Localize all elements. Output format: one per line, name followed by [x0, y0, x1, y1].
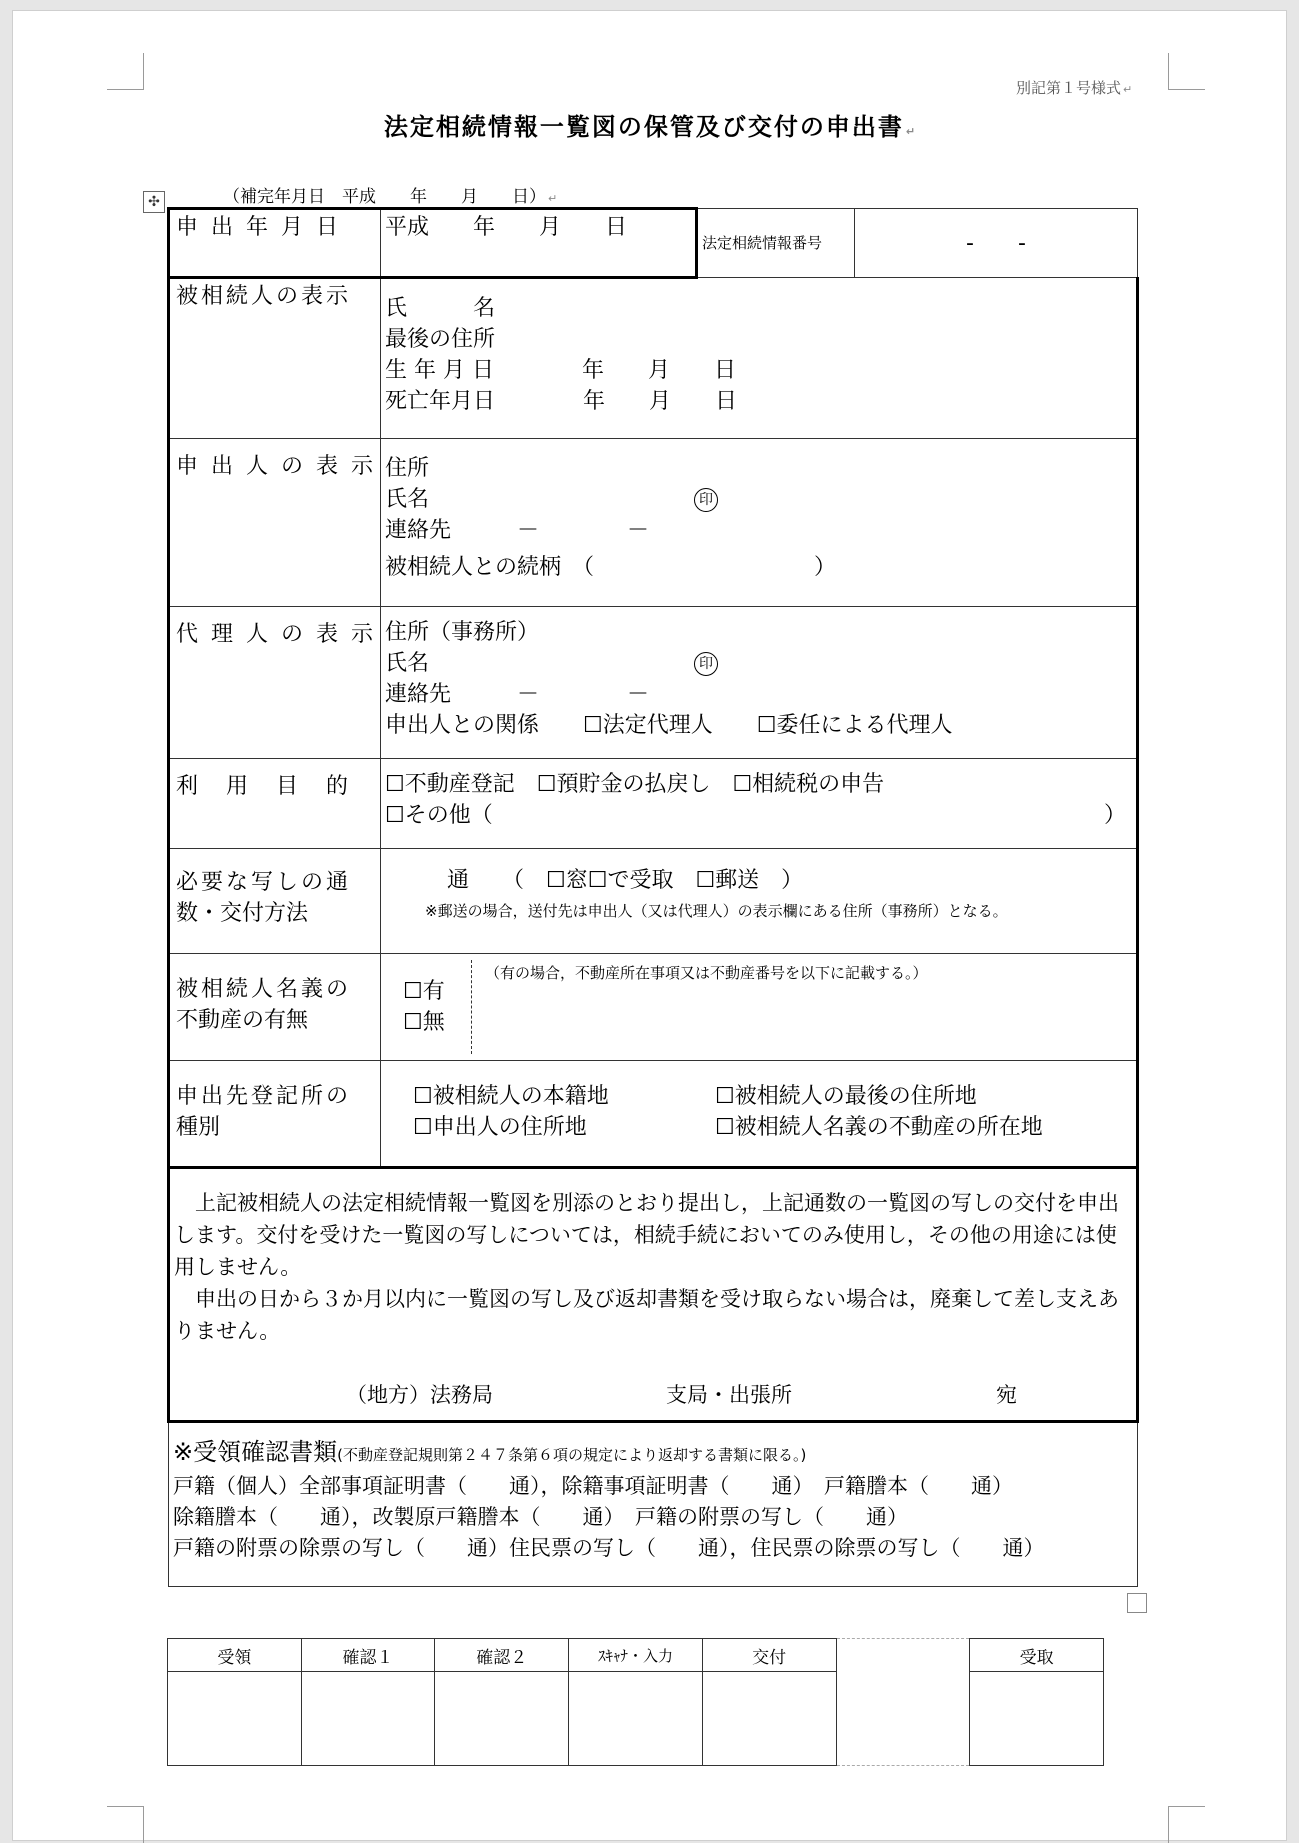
statement-block [169, 1168, 1138, 1422]
field-inheritance-info-number[interactable]: - - [855, 209, 1138, 278]
applicant-name-line: 氏名 印 [385, 484, 1132, 515]
field-decedent[interactable] [381, 278, 1138, 439]
copies-delivery-line[interactable]: 通 （ ☐窓☐で受取 ☐郵送 ） [425, 868, 804, 893]
receipt-header-check-1: 確認１ [301, 1639, 435, 1672]
field-application-date[interactable]: 平成 年 月 日 [381, 209, 697, 278]
documents-line-2: 除籍謄本（ 通），改製原戸籍謄本（ 通） 戸籍の附票の写し（ 通） [173, 1505, 908, 1529]
statement-blank-line [174, 1347, 1130, 1379]
real-estate-divider [471, 960, 472, 1054]
label-agent: 代 理 人 の 表 示 [169, 607, 381, 759]
office-option-domicile[interactable]: ☐被相続人の本籍地 [413, 1084, 609, 1109]
page-title: 法定相続情報一覧図の保管及び交付の申出書 ↵ [383, 113, 918, 141]
label-inheritance-info-number: 法定相続情報番号 [697, 209, 855, 278]
label-application-date: 申 出 年 月 日 [169, 209, 381, 278]
row-office-type [169, 1061, 1138, 1168]
field-purpose[interactable] [381, 759, 1138, 849]
applicant-contact-line: 連絡先 － － [385, 518, 650, 543]
row-real-estate [169, 954, 1138, 1061]
field-applicant[interactable] [381, 439, 1138, 607]
office-option-applicant-address[interactable]: ☐申出人の住所地 [413, 1115, 587, 1140]
office-option-property-location[interactable]: ☐被相続人名義の不動産の所在地 [715, 1115, 1043, 1140]
seal-icon: 印 [694, 488, 718, 512]
receipt-table [167, 1638, 1104, 1766]
receipt-spacer-column [836, 1639, 970, 1766]
decedent-name-line: 氏 名 [385, 296, 496, 321]
receipt-header-check-2: 確認２ [435, 1639, 569, 1672]
decedent-death-date-line: 死亡年月日 年 月 日 [385, 389, 738, 414]
form-number-label: 別記第１号様式 ↵ [1016, 79, 1133, 97]
office-option-last-address[interactable]: ☐被相続人の最後の住所地 [715, 1084, 977, 1109]
row-agent [169, 607, 1138, 759]
row-documents [169, 1422, 1138, 1587]
field-copies[interactable] [381, 849, 1138, 954]
label-copies: 必要な写しの通 数・交付方法 [169, 849, 381, 954]
receipt-cell-received[interactable] [168, 1672, 302, 1766]
label-purpose: 利 用 目 的 [169, 759, 381, 849]
real-estate-yes-no[interactable]: ☐有 ☐無 [403, 979, 445, 1035]
receipt-header-row [168, 1639, 1104, 1672]
documents-heading: ※受領確認書類(不動産登記規則第２４７条第６項の規定により返却する書類に限る。) [173, 1438, 807, 1466]
purpose-options-line[interactable]: ☐不動産登記 ☐預貯金の払戻し ☐相続税の申告 [385, 772, 885, 797]
label-real-estate: 被相続人名義の 不動産の有無 [169, 954, 381, 1061]
crop-mark-top-left [107, 53, 144, 90]
agent-contact-line: 連絡先 － － [385, 682, 650, 707]
row-applicant [169, 439, 1138, 607]
label-applicant: 申 出 人 の 表 示 [169, 439, 381, 607]
documents-line-1: 戸籍（個人）全部事項証明書（ 通），除籍事項証明書（ 通） 戸籍謄本（ 通） [173, 1474, 1013, 1498]
applicant-address-line: 住所 [385, 456, 430, 481]
documents-line-3: 戸籍の附票の除票の写し（ 通）住民票の写し（ 通），住民票の除票の写し（ 通） [173, 1536, 1045, 1560]
field-real-estate[interactable] [381, 954, 1138, 1061]
table-move-handle-icon[interactable]: ✣ [143, 191, 165, 213]
agent-address-line: 住所（事務所） [385, 620, 540, 645]
crop-mark-bottom-right [1168, 1806, 1205, 1843]
seal-icon: 印 [694, 652, 718, 676]
label-decedent: 被相続人の表示 [169, 278, 381, 439]
receipt-cell-check-2[interactable] [435, 1672, 569, 1766]
field-agent[interactable] [381, 607, 1138, 759]
statement-paragraph-2: 申出の日から３か月以内に一覧図の写し及び返却書類を受け取らない場合は，廃棄して差し支えありません。 [174, 1287, 1119, 1343]
label-office-type: 申出先登記所の 種別 [169, 1061, 381, 1168]
row-copies [169, 849, 1138, 954]
applicant-relation-line: 被相続人との続柄 （ ） [385, 555, 837, 580]
purpose-other-line[interactable]: ☐その他（ ） [385, 803, 1126, 828]
application-form-table [167, 207, 1139, 1587]
row-decedent [169, 278, 1138, 439]
field-office-type[interactable] [381, 1061, 1138, 1168]
receipt-cell-check-1[interactable] [301, 1672, 435, 1766]
row-purpose [169, 759, 1138, 849]
agent-relation-line[interactable]: 申出人との関係 ☐法定代理人 ☐委任による代理人 [385, 713, 953, 738]
agent-name-line: 氏名 印 [385, 648, 1132, 679]
statement-paragraph-1: 上記被相続人の法定相続情報一覧図を別添のとおり提出し，上記通数の一覧図の写しの交付を申出します。交付を受けた一覧図の写しについては，相続手続においてのみ使用し，その他の用途には使用しません。 [174, 1191, 1119, 1279]
receipt-header-scan-input: ｽｷｬﾅ・入力 [569, 1639, 703, 1672]
real-estate-note: （有の場合，不動産所在事項又は不動産番号を以下に記載する。） [485, 964, 928, 982]
row-application-date [169, 209, 1138, 278]
receipt-header-issue: 交付 [702, 1639, 836, 1672]
receipt-header-received: 受領 [168, 1639, 302, 1672]
supplement-date-line: （補完年月日 平成 年 月 日） ↵ [223, 187, 558, 207]
statement-addressee-line: （地方）法務局 支局・出張所 宛 [346, 1383, 1017, 1407]
documents-block [169, 1422, 1138, 1587]
receipt-cell-scan-input[interactable] [569, 1672, 703, 1766]
table-resize-handle[interactable] [1127, 1593, 1147, 1613]
crop-mark-bottom-left [107, 1806, 144, 1843]
receipt-cell-issue[interactable] [702, 1672, 836, 1766]
receipt-header-pickup: 受取 [970, 1639, 1104, 1672]
receipt-cell-pickup[interactable] [970, 1672, 1104, 1766]
crop-mark-top-right [1168, 53, 1205, 90]
copies-mail-note: ※郵送の場合，送付先は申出人（又は代理人）の表示欄にある住所（事務所）となる。 [425, 902, 1008, 920]
document-page [12, 10, 1287, 1841]
decedent-last-address-line: 最後の住所 [385, 327, 496, 352]
row-statement [169, 1168, 1138, 1422]
decedent-birth-date-line: 生 年 月 日 年 月 日 [385, 358, 736, 383]
